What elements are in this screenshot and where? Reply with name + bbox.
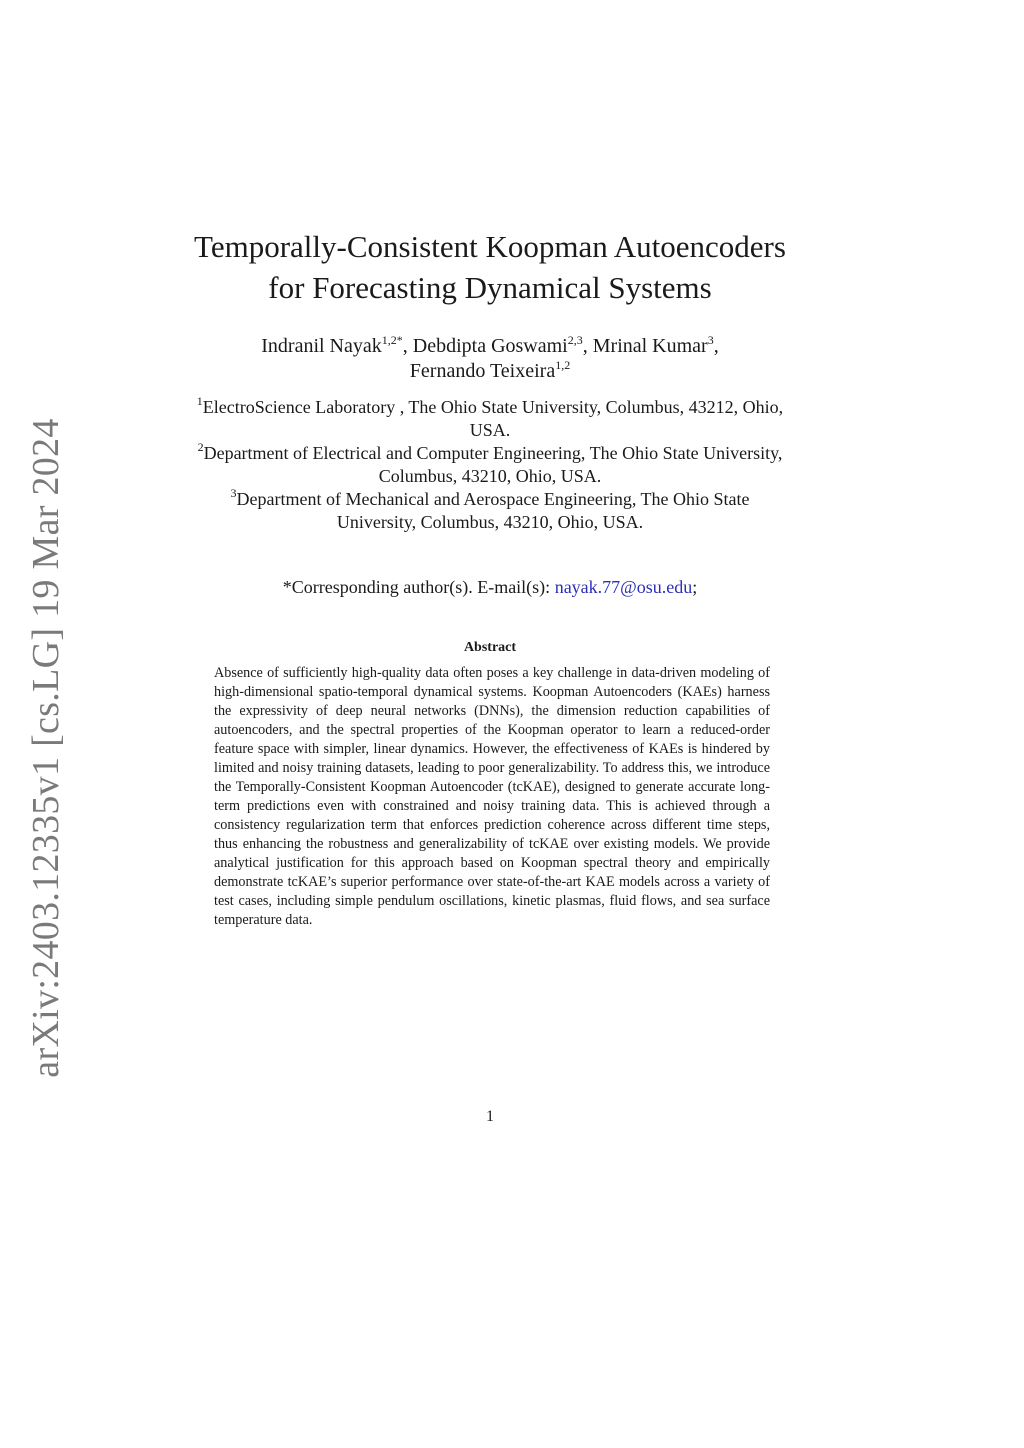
author-separator: ,: [713, 335, 719, 357]
author-affiliation-marker: 1,2*: [381, 333, 403, 347]
paper-title: [180, 226, 800, 308]
author-affiliation-marker: 3: [707, 333, 714, 347]
affiliation-text: Department of Electrical and Computer Engineering, The Ohio State University, Columbus, 43210, Ohio, USA.: [203, 443, 783, 486]
author-name: Indranil Nayak: [261, 335, 382, 357]
arxiv-identifier-stamp: arXiv:2403.12335v1 [cs.LG] 19 Mar 2024: [25, 418, 67, 1078]
affiliation-number: 3: [230, 486, 237, 500]
email-link[interactable]: nayak.77@osu.edu: [554, 577, 693, 597]
affiliation-text: ElectroScience Laboratory , The Ohio State University, Columbus, 43212, Ohio, USA.: [202, 397, 784, 440]
corresponding-suffix: ;: [692, 577, 698, 597]
author-name: Debdipta Goswami: [412, 335, 568, 357]
author-separator: ,: [402, 335, 413, 357]
author-name: Mrinal Kumar: [592, 335, 708, 357]
affiliation-number: 2: [197, 440, 204, 454]
affiliation-number: 1: [196, 394, 203, 408]
corresponding-prefix: *Corresponding author(s). E-mail(s):: [282, 577, 555, 597]
affiliation-item: [190, 442, 790, 488]
page-number: 1: [486, 1108, 494, 1125]
title-line-1: Temporally-Consistent Koopman Autoencoders: [194, 229, 786, 264]
corresponding-author: [190, 576, 790, 599]
author-name: Fernando Teixeira: [409, 360, 556, 382]
abstract-heading: Abstract: [463, 640, 517, 655]
author-affiliation-marker: 1,2: [555, 358, 571, 372]
author-affiliation-marker: 2,3: [567, 333, 583, 347]
affiliation-item: [190, 488, 790, 534]
author-list: [200, 334, 780, 384]
abstract-text: Absence of sufficiently high-quality data often poses a key challenge in data-driven modeling of high-dimensional spatio-temporal dynamical systems. Koopman Autoencoders (KAEs) harness the expressivity of deep neural networks (DNNs), the dimension reduction capabilities of autoencoders, and the spectral properties of the Koopman operator to learn a reduced-order feature space with simpler, linear dynamics. However, the effectiveness of KAEs is hindered by limited and noisy training datasets, leading to poor generalizability. To address this, we introduce the Temporally-Consistent Koopman Autoencoder (tcKAE), designed to generate accurate long-term predictions even with constrained and noisy training data. This is achieved through a consistency regularization term that enforces prediction coherence across different time steps, thus enhancing the robustness and generalizability of tcKAE over existing models. We provide analytical justification for this approach based on Koopman spectral theory and empirically demonstrate tcKAE’s superior performance over state-of-the-art KAE models across a variety of test cases, including simple pendulum oscillations, kinetic plasmas, fluid flows, and sea surface temperature data.: [214, 665, 770, 928]
affiliation-text: Department of Mechanical and Aerospace Engineering, The Ohio State University, Columbus, 43210, Ohio, USA.: [236, 489, 750, 532]
affiliation-item: [190, 396, 790, 442]
title-line-2: for Forecasting Dynamical Systems: [268, 270, 712, 305]
affiliation-list: [190, 396, 790, 534]
author-separator: ,: [582, 335, 593, 357]
